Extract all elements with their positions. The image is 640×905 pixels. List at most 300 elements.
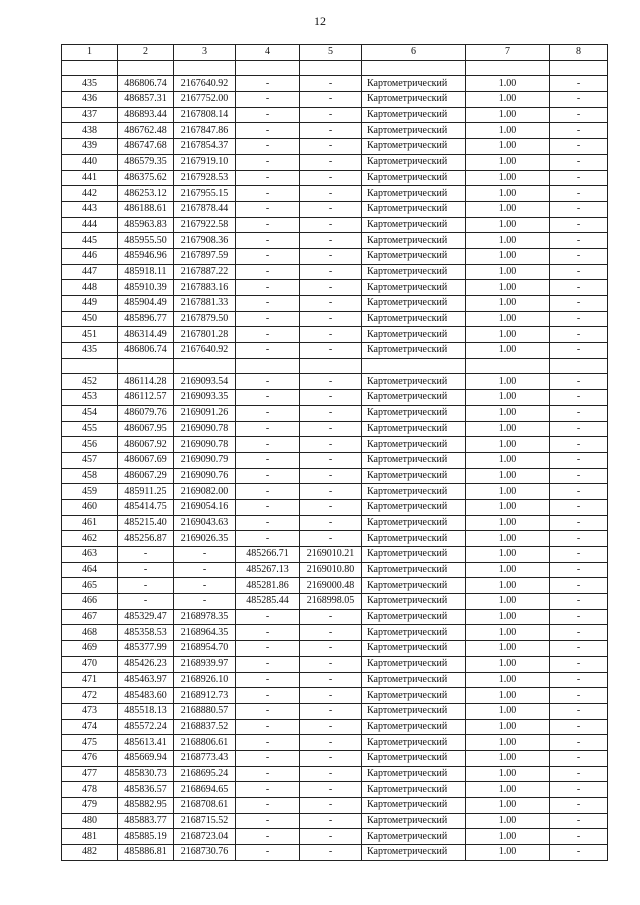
table-cell: - [236,264,300,280]
table-cell: - [550,625,608,641]
table-cell: 475 [62,735,118,751]
table-cell: - [550,813,608,829]
table-cell: - [300,311,362,327]
table-cell: - [174,578,236,594]
table-cell: - [550,452,608,468]
table-cell: 473 [62,703,118,719]
table-cell: - [300,515,362,531]
table-cell: - [236,296,300,312]
table-cell: 2169090.78 [174,421,236,437]
table-cell: - [300,468,362,484]
table-cell: - [236,845,300,861]
table-cell: - [300,672,362,688]
table-cell: - [300,421,362,437]
header-row [62,45,608,61]
table-cell: Картометрический [362,327,466,343]
table-row [62,703,608,719]
table-cell: 2169000.48 [300,578,362,594]
table-cell: 485613.41 [118,735,174,751]
table-cell: Картометрический [362,484,466,500]
table-cell: 1.00 [466,845,550,861]
table-cell: - [300,374,362,390]
table-cell: 485830.73 [118,766,174,782]
table-cell [362,60,466,76]
table-cell: 1.00 [466,405,550,421]
table-cell: Картометрический [362,311,466,327]
table-cell: - [550,782,608,798]
table-cell: 2167908.36 [174,233,236,249]
table-cell: 2167847.86 [174,123,236,139]
table-cell: 2167897.59 [174,248,236,264]
table-cell: 2169010.80 [300,562,362,578]
table-cell: 2168695.24 [174,766,236,782]
table-cell: - [550,798,608,814]
table-cell: 2167878.44 [174,201,236,217]
table-cell: 485267.13 [236,562,300,578]
table-cell: - [236,170,300,186]
table-cell: - [300,201,362,217]
table-cell: 486067.29 [118,468,174,484]
table-cell: Картометрический [362,248,466,264]
table-cell: 1.00 [466,672,550,688]
table-cell: 1.00 [466,390,550,406]
table-cell: 462 [62,531,118,547]
table-cell: Картометрический [362,123,466,139]
table-cell: 1.00 [466,107,550,123]
table-cell: 486314.49 [118,327,174,343]
table-cell: - [550,735,608,751]
table-cell: 437 [62,107,118,123]
table-cell: 1.00 [466,813,550,829]
table-cell: 486067.69 [118,452,174,468]
table-cell [118,358,174,374]
table-cell: - [550,437,608,453]
table-row [62,437,608,453]
table-cell: 485910.39 [118,280,174,296]
table-cell: 486114.28 [118,374,174,390]
table-cell: - [236,437,300,453]
table-cell: 467 [62,609,118,625]
table-cell: 456 [62,437,118,453]
table-row [62,625,608,641]
table-row [62,735,608,751]
table-cell: - [300,703,362,719]
table-cell: - [300,123,362,139]
table-cell: Картометрический [362,296,466,312]
table-cell: - [236,92,300,108]
table-cell: - [300,343,362,359]
table-row [62,154,608,170]
table-cell: - [236,452,300,468]
table-cell: 2168806.61 [174,735,236,751]
table-cell: - [550,248,608,264]
table-cell: - [550,750,608,766]
table-cell: 451 [62,327,118,343]
table-cell: 486067.95 [118,421,174,437]
table-cell: 2169091.26 [174,405,236,421]
table-cell: 444 [62,217,118,233]
table-cell: 453 [62,390,118,406]
table-cell: Картометрический [362,437,466,453]
table-cell: 2167640.92 [174,343,236,359]
table-cell: - [236,625,300,641]
table-cell: - [236,484,300,500]
table-cell: 465 [62,578,118,594]
table-cell: 1.00 [466,264,550,280]
table-cell: - [236,123,300,139]
table-cell: - [300,405,362,421]
column-header: 7 [466,45,550,61]
table-cell: 2168773.43 [174,750,236,766]
table-cell: - [236,798,300,814]
table-cell: Картометрический [362,547,466,563]
table-cell: Картометрический [362,468,466,484]
table-cell: 486253.12 [118,186,174,202]
table-cell: 486112.57 [118,390,174,406]
table-row [62,750,608,766]
table-cell: - [300,609,362,625]
table-row [62,656,608,672]
table-cell: Картометрический [362,782,466,798]
table-cell: - [236,248,300,264]
table-cell: Картометрический [362,76,466,92]
table-cell: 486857.31 [118,92,174,108]
column-header: 1 [62,45,118,61]
table-cell: 1.00 [466,139,550,155]
table-cell: 448 [62,280,118,296]
table-cell: - [550,515,608,531]
table-row [62,296,608,312]
table-cell: Картометрический [362,813,466,829]
table-cell: 1.00 [466,547,550,563]
table-cell: - [300,499,362,515]
table-row [62,170,608,186]
table-row [62,515,608,531]
table-cell: - [236,311,300,327]
table-cell: - [236,735,300,751]
table-cell: 458 [62,468,118,484]
table-cell: 2168708.61 [174,798,236,814]
table-cell: - [236,688,300,704]
table-cell: Картометрический [362,264,466,280]
table-cell: 1.00 [466,578,550,594]
coordinates-table [61,44,608,861]
table-cell: 485414.75 [118,499,174,515]
table-cell: - [550,484,608,500]
table-cell: - [550,139,608,155]
table-cell: 2167808.14 [174,107,236,123]
table-row [62,798,608,814]
table-cell: 486762.48 [118,123,174,139]
table-cell [236,358,300,374]
table-cell: - [300,845,362,861]
table-cell: 450 [62,311,118,327]
table-cell [62,60,118,76]
table-cell: - [550,499,608,515]
table-cell: 2167854.37 [174,139,236,155]
column-header: 5 [300,45,362,61]
table-cell: - [300,280,362,296]
table-cell: - [236,468,300,484]
table-row [62,641,608,657]
table-cell: 455 [62,421,118,437]
table-cell: 1.00 [466,735,550,751]
table-row [62,766,608,782]
table-cell: Картометрический [362,798,466,814]
table-cell: 2169090.76 [174,468,236,484]
table-cell: Картометрический [362,625,466,641]
table-cell: 486188.61 [118,201,174,217]
table-cell: Картометрический [362,531,466,547]
table-cell: - [300,798,362,814]
table-row [62,672,608,688]
table-cell: 2167919.10 [174,154,236,170]
table-cell: - [550,343,608,359]
table-cell: - [550,123,608,139]
table-cell: Картометрический [362,578,466,594]
page-number: 12 [314,14,326,28]
table-cell: 1.00 [466,468,550,484]
table-cell: - [300,656,362,672]
table-cell: Картометрический [362,92,466,108]
table-cell: 485911.25 [118,484,174,500]
table-cell: - [236,531,300,547]
table-cell: 441 [62,170,118,186]
table-cell: 486579.35 [118,154,174,170]
table-cell: 2168715.52 [174,813,236,829]
table-cell: - [550,280,608,296]
table-cell: 2167887.22 [174,264,236,280]
table-row [62,92,608,108]
table-cell: - [174,547,236,563]
table-cell: - [550,719,608,735]
table-cell: 1.00 [466,703,550,719]
table-cell: 485215.40 [118,515,174,531]
table-cell: 436 [62,92,118,108]
table-row [62,358,608,374]
table-cell [300,358,362,374]
table-cell: - [550,233,608,249]
table-cell: Картометрический [362,829,466,845]
table-row [62,468,608,484]
table-cell: 1.00 [466,562,550,578]
table-cell: 2168964.35 [174,625,236,641]
table-cell: Картометрический [362,656,466,672]
table-cell: 1.00 [466,609,550,625]
table-cell [118,60,174,76]
table-cell: - [550,296,608,312]
table-cell: 482 [62,845,118,861]
table-cell: 2167883.16 [174,280,236,296]
table-cell: - [236,327,300,343]
table-cell: Картометрический [362,170,466,186]
table-cell: 2169054.16 [174,499,236,515]
table-cell: 2169093.54 [174,374,236,390]
table-cell: 476 [62,750,118,766]
table-cell: - [236,782,300,798]
table-cell: - [300,154,362,170]
table-cell: - [550,311,608,327]
table-cell: 449 [62,296,118,312]
table-cell: - [300,248,362,264]
table-row [62,562,608,578]
table-cell: 1.00 [466,233,550,249]
table-cell: - [300,688,362,704]
table-cell [550,358,608,374]
table-cell: - [300,829,362,845]
table-cell: 1.00 [466,625,550,641]
table-cell: 485946.96 [118,248,174,264]
table-cell: 435 [62,343,118,359]
table-cell: 2168954.70 [174,641,236,657]
table-cell: 485885.19 [118,829,174,845]
table-cell: Картометрический [362,735,466,751]
table-row [62,248,608,264]
table-row [62,813,608,829]
table-cell: Картометрический [362,154,466,170]
table-cell: 481 [62,829,118,845]
table-cell: 2168926.10 [174,672,236,688]
table-row [62,499,608,515]
table-cell: - [300,625,362,641]
table-cell: - [550,656,608,672]
table-cell: - [300,750,362,766]
table-cell: - [300,641,362,657]
table-cell: 464 [62,562,118,578]
table-cell: 2169010.21 [300,547,362,563]
table-cell: - [174,594,236,610]
table-cell: Картометрический [362,390,466,406]
table-cell: - [300,186,362,202]
table-cell [466,358,550,374]
table-cell: 2168880.57 [174,703,236,719]
table-cell: - [300,76,362,92]
table-row [62,531,608,547]
table-row [62,327,608,343]
table-cell [300,60,362,76]
table-cell: 454 [62,405,118,421]
table-cell: 1.00 [466,499,550,515]
table-cell: 486375.62 [118,170,174,186]
table-cell: Картометрический [362,672,466,688]
table-cell: - [300,452,362,468]
table-cell: 1.00 [466,170,550,186]
table-cell: 485836.57 [118,782,174,798]
table-cell: 2167928.53 [174,170,236,186]
table-cell: 2169082.00 [174,484,236,500]
table-cell: 1.00 [466,154,550,170]
table-row [62,217,608,233]
table-cell: Картометрический [362,766,466,782]
table-cell: Картометрический [362,641,466,657]
table-cell: Картометрический [362,515,466,531]
table-cell: Картометрический [362,594,466,610]
table-cell: - [236,813,300,829]
table-cell: - [300,782,362,798]
table-cell: 485377.99 [118,641,174,657]
table-cell: Картометрический [362,452,466,468]
table-cell [550,60,608,76]
table-cell: 2168998.05 [300,594,362,610]
table-cell: 457 [62,452,118,468]
table-cell: 486806.74 [118,343,174,359]
table-cell [174,60,236,76]
table-cell: 1.00 [466,437,550,453]
table-cell: 1.00 [466,343,550,359]
table-cell: - [550,186,608,202]
table-cell: 1.00 [466,719,550,735]
table-cell: 1.00 [466,798,550,814]
table-cell: Картометрический [362,688,466,704]
table-row [62,845,608,861]
table-cell: 1.00 [466,829,550,845]
table-cell: - [550,531,608,547]
table-cell: - [118,547,174,563]
column-header: 6 [362,45,466,61]
table-cell: - [236,186,300,202]
table-cell: Картометрический [362,750,466,766]
table-cell: 2168939.97 [174,656,236,672]
table-cell: 479 [62,798,118,814]
table-cell: 478 [62,782,118,798]
table-cell: - [550,201,608,217]
table-cell: Картометрический [362,609,466,625]
table-cell: 480 [62,813,118,829]
table-cell: 485329.47 [118,609,174,625]
table-cell: Картометрический [362,845,466,861]
table-cell: 474 [62,719,118,735]
table-cell: 440 [62,154,118,170]
table-cell: - [300,139,362,155]
table-cell: 477 [62,766,118,782]
table-cell: - [550,703,608,719]
table-cell: Картометрический [362,562,466,578]
table-cell: - [300,813,362,829]
table-cell: - [236,609,300,625]
table-cell: 2169026.35 [174,531,236,547]
table-cell: 1.00 [466,688,550,704]
table-cell: 486079.76 [118,405,174,421]
table-cell: 485281.86 [236,578,300,594]
table-row [62,578,608,594]
table-cell: Картометрический [362,703,466,719]
table-cell: 2169093.35 [174,390,236,406]
table-cell: 485918.11 [118,264,174,280]
table-cell: Картометрический [362,499,466,515]
table-row [62,390,608,406]
table-cell: - [550,390,608,406]
table-cell: 1.00 [466,217,550,233]
table-cell: Картометрический [362,201,466,217]
table-cell: 1.00 [466,421,550,437]
table-cell: 470 [62,656,118,672]
table-cell: 485955.50 [118,233,174,249]
table-cell: - [300,735,362,751]
table-cell: - [550,170,608,186]
table-cell: - [300,531,362,547]
table-cell: - [236,750,300,766]
table-cell: 1.00 [466,311,550,327]
table-cell: - [236,390,300,406]
table-cell: 485426.23 [118,656,174,672]
table-cell: 463 [62,547,118,563]
table-cell: 485285.44 [236,594,300,610]
table-cell: 485266.71 [236,547,300,563]
table-cell: 2167801.28 [174,327,236,343]
table-cell: - [236,719,300,735]
table-cell: 1.00 [466,594,550,610]
table-row [62,829,608,845]
